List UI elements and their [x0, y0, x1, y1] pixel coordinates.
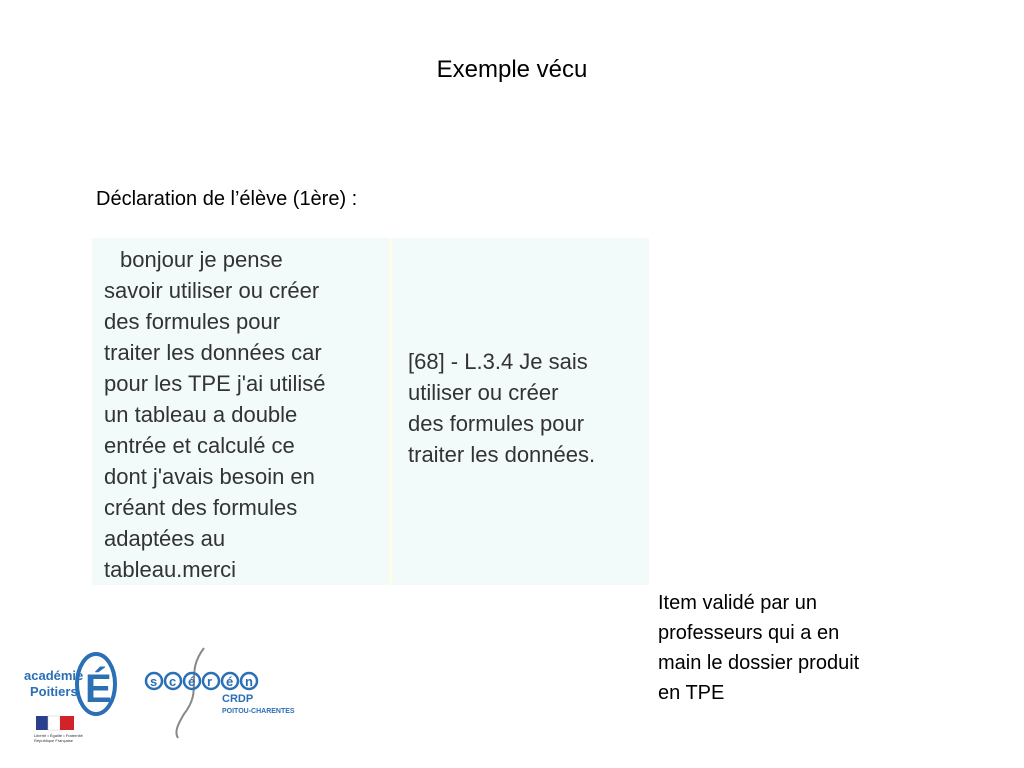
sceren-letter: s [150, 674, 158, 689]
student-text-line: adaptées au [104, 526, 226, 551]
validation-note [658, 588, 948, 708]
crdp-name: CRDP [222, 693, 254, 705]
swoosh-line [176, 648, 204, 738]
academie-line1: académie [24, 668, 84, 683]
academie-line2: Poitiers [30, 684, 78, 699]
slide-title: Exemple vécu [436, 56, 588, 83]
student-text-line: des formules pour [104, 309, 281, 334]
item-text-line: des formules pour [408, 411, 585, 436]
crdp-region: POITOU-CHARENTES [222, 708, 295, 715]
student-text-line: savoir utiliser ou créer [104, 278, 320, 303]
slide-subtitle: Déclaration de l’élève (1ère) : [96, 188, 358, 210]
item-text-line: utiliser ou créer [408, 380, 559, 405]
flag-red [60, 716, 74, 730]
note-line: professeurs qui a en [658, 622, 840, 644]
sceren-letter: é [226, 674, 234, 689]
svg-text:É: É [85, 667, 112, 711]
flag-white [48, 716, 60, 730]
note-line: Item validé par un [658, 592, 817, 614]
sceren-crdp-logo [144, 644, 304, 740]
item-text-line: [68] - L.3.4 Je sais [408, 349, 588, 374]
student-text-line: créant des formules [104, 495, 298, 520]
student-declaration-screenshot [92, 238, 649, 585]
note-line: en TPE [658, 682, 725, 704]
student-text-column [92, 238, 392, 585]
republic-motto: Liberté • Égalité • Fraternité [34, 733, 83, 738]
flag-blue [36, 716, 48, 730]
item-text-column [392, 238, 649, 585]
student-text-line: entrée et calculé ce [104, 433, 295, 458]
sceren-letter: é [188, 674, 196, 689]
student-text-line: un tableau a double [104, 402, 298, 427]
student-text-line: tableau.merci [104, 557, 237, 582]
student-text-line: dont j'avais besoin en [104, 464, 315, 489]
sceren-letter: n [245, 674, 253, 689]
student-text-line: traiter les données car [104, 340, 322, 365]
academie-poitiers-logo [22, 644, 122, 744]
sceren-letter: r [207, 674, 213, 689]
item-text-line: traiter les données. [408, 442, 596, 467]
student-text-line: bonjour je pense [120, 247, 283, 272]
student-text-line: pour les TPE j'ai utilisé [104, 371, 326, 396]
republic-name: République Française [34, 738, 73, 743]
note-line: main le dossier produit [658, 652, 860, 674]
sceren-letter: c [169, 674, 177, 689]
